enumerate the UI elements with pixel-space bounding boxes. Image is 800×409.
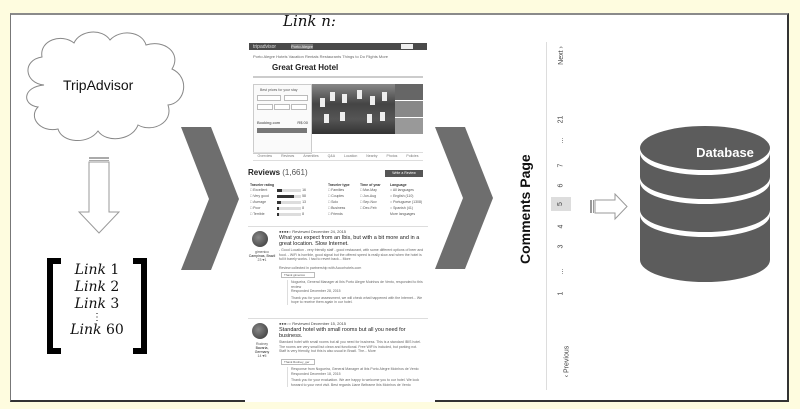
side-photo[interactable] bbox=[395, 84, 423, 100]
booking-heading: Best prices for your stay bbox=[260, 88, 298, 92]
reviews-heading: Reviews (1,661) bbox=[248, 168, 308, 177]
page-link[interactable]: 21 bbox=[557, 115, 565, 124]
owner-response: Nogueira, General Manager at Ibis Porto Alegre Moinhos de Vento, responded to this review Responded December 28, 2015 Thank you for your assessment, we will check what happened with the Internet... We hope to receive them again in our hotel. bbox=[287, 280, 426, 305]
thank-button[interactable]: Thank Rodney_ger bbox=[281, 359, 315, 365]
time-of-year-filter: Time of year □ Mar-May □ Jun-Aug □ Sep-Nov □ Dec-Feb bbox=[360, 183, 381, 210]
reviewer-stats: 23 ♥1 bbox=[257, 258, 267, 262]
tab[interactable]: Photos bbox=[386, 154, 398, 158]
database-label: Database bbox=[696, 145, 754, 160]
review-title[interactable]: What you expect from an Ibis, but with a bit more and in a great location. Slow Internet. bbox=[279, 235, 420, 247]
tab[interactable]: Reviews bbox=[281, 154, 295, 158]
ellipsis: ⋮ bbox=[92, 312, 102, 323]
checkout-field[interactable] bbox=[284, 95, 308, 101]
reviewer-stats: 14 ♥5 bbox=[257, 354, 267, 358]
review-filters bbox=[250, 183, 428, 223]
booking-box bbox=[253, 84, 312, 154]
checkin-field[interactable] bbox=[257, 95, 281, 101]
page-ellipsis: … bbox=[557, 268, 565, 275]
avatar[interactable] bbox=[252, 231, 268, 247]
hotel-tabs bbox=[253, 152, 423, 161]
traveler-type-filter: Traveler type □ Families □ Couples □ Solo □ Business □ Friends bbox=[328, 183, 350, 216]
reviewer-location: Bavaria, Germany bbox=[254, 346, 270, 354]
side-photo[interactable] bbox=[395, 101, 423, 117]
hotel-title: Great Great Hotel bbox=[272, 63, 339, 72]
write-review-button[interactable]: Write a Review bbox=[385, 170, 423, 177]
link-item: Link 3 bbox=[74, 296, 120, 312]
chevron-right-icon bbox=[181, 127, 241, 271]
tab[interactable]: Q&A bbox=[327, 154, 336, 158]
hotel-photo[interactable] bbox=[312, 84, 395, 134]
rating-row[interactable]: □ Excellent 16 bbox=[250, 188, 306, 192]
page-link[interactable]: 4 bbox=[557, 224, 565, 229]
previous-page-link[interactable]: ‹ Previous bbox=[563, 345, 571, 378]
reviewer-location: Campinas, Brazil bbox=[248, 254, 276, 258]
arrow-down-icon bbox=[78, 155, 120, 235]
comments-page-label: Comments Page bbox=[517, 154, 533, 264]
location-dropdown[interactable]: Porto Alegre bbox=[291, 44, 314, 49]
link-item: Link 1 bbox=[74, 262, 120, 278]
site-subnav: Porto Alegre Hotels Vacation Rentals Restaurants Things to Do Flights More bbox=[253, 54, 389, 59]
pager-divider bbox=[546, 42, 547, 390]
language-filter: Language ○ All languages ○ English (110) ○ Portuguese (1308) ○ Spanish (41) More languages bbox=[390, 183, 423, 216]
reviews-count: (1,661) bbox=[282, 168, 308, 177]
owner-response: Response from Nogueira, General Manager at Ibis Porto Alegre Moinhos de Vento Responded December 18, 2015 Thank you for your evaluation. We are happy to welcome you to our hotel. We look forward to your next visit. Best regards Liane Beltrame Ibis Moinhos de Vento bbox=[287, 367, 426, 387]
review-title[interactable]: Standard hotel with small rooms but all you need for business. bbox=[279, 327, 406, 339]
page-link-current[interactable]: 5 bbox=[551, 197, 571, 211]
traveler-rating-filter: Traveler rating □ Excellent 16 □ Very good 58 □ Average 13 □ Poor 8 □ Terrible 8 bbox=[250, 183, 306, 216]
reviewer-name: gimenico bbox=[254, 250, 269, 254]
chevron-right-icon bbox=[435, 127, 495, 270]
page-link[interactable]: 1 bbox=[557, 291, 565, 296]
database-icon bbox=[635, 115, 775, 285]
review-rating: ●●●○○ Reviewed December 15, 2015 bbox=[279, 321, 347, 326]
hotel-address bbox=[253, 76, 423, 78]
review-body: - Good Location - very friendly staff - good restaurant, with some different options of beer and food. - WiFi is horrible, good signal but the offered speed is really slow and when the hotel is full it barely works. I had to revert back... More bbox=[279, 248, 424, 261]
link-item: Link 2 bbox=[74, 279, 120, 295]
tab[interactable]: Overview bbox=[257, 154, 273, 158]
page-label: Link n: bbox=[283, 12, 336, 30]
link-item: Link 60 bbox=[70, 322, 124, 338]
partner-note: Review collected in partnership with Accorhotels.com bbox=[279, 266, 362, 270]
review-item bbox=[248, 318, 428, 402]
view-deal-button[interactable] bbox=[257, 128, 307, 133]
tab[interactable]: Amenities bbox=[303, 154, 319, 158]
review-rating: ●●●●○ Reviewed December 24, 2015 bbox=[279, 229, 347, 234]
site-logo: tripadvisor bbox=[253, 44, 277, 50]
review-body: Standard hotel with small rooms but all you need for business. This is a standard IBIS hotel. The rooms are very small but clean and functional. Free WiFi is included, but parking not. Staff is very friendly, but this is also usual in Brazil. The... More bbox=[279, 340, 421, 353]
side-photo[interactable] bbox=[395, 118, 423, 134]
children-select[interactable] bbox=[291, 104, 307, 110]
rating-row[interactable]: □ Poor 8 bbox=[250, 206, 305, 210]
rating-row[interactable]: □ Very good 58 bbox=[250, 194, 306, 198]
booking-provider: Booking.com bbox=[257, 120, 281, 125]
link-list bbox=[47, 258, 147, 354]
booking-price: R$ 00 bbox=[297, 120, 308, 125]
tab[interactable]: Policies bbox=[406, 154, 419, 158]
review-item bbox=[248, 226, 428, 317]
login-button[interactable] bbox=[401, 44, 413, 49]
reviewer-name: Rodney bbox=[255, 342, 269, 346]
hotel-page-screenshot bbox=[245, 40, 435, 402]
arrow-right-icon bbox=[588, 193, 630, 221]
rating-row[interactable]: □ Average 13 bbox=[250, 200, 306, 204]
source-label: TripAdvisor bbox=[63, 77, 134, 93]
tab[interactable]: Location bbox=[344, 154, 358, 158]
next-page-link[interactable]: Next › bbox=[557, 46, 565, 65]
page-link[interactable]: 6 bbox=[557, 183, 565, 188]
page-ellipsis: … bbox=[557, 137, 565, 144]
rating-row[interactable]: □ Terrible 8 bbox=[250, 212, 305, 216]
pagination bbox=[551, 40, 571, 390]
avatar[interactable] bbox=[252, 323, 268, 339]
tab[interactable]: Nearby bbox=[366, 154, 378, 158]
site-topbar bbox=[249, 43, 427, 50]
page-link[interactable]: 3 bbox=[557, 244, 565, 249]
adults-select[interactable] bbox=[274, 104, 290, 110]
rooms-select[interactable] bbox=[257, 104, 273, 110]
page-link[interactable]: 7 bbox=[557, 163, 565, 168]
thank-button[interactable]: Thank gimenico bbox=[281, 272, 315, 278]
